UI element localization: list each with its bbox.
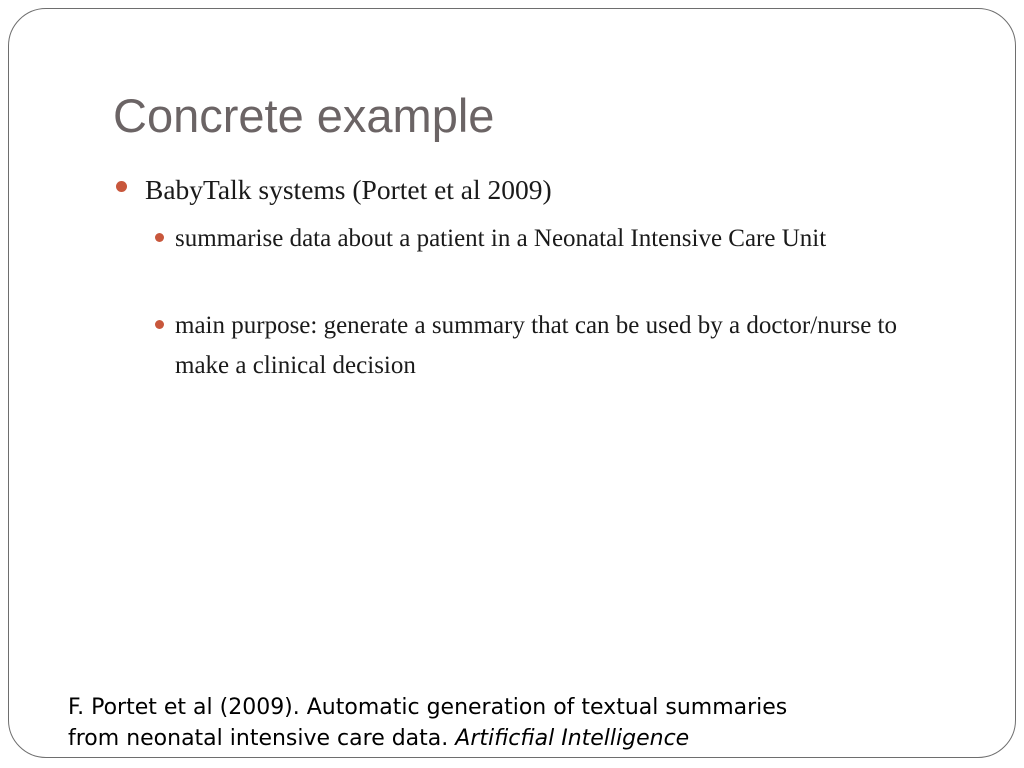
sub-bullet-item: main purpose: generate a summary that can be used by a doctor/nurse to make a clinical decision xyxy=(175,312,897,379)
reference-line-1: F. Portet et al (2009). Automatic generation of textual summaries xyxy=(68,695,788,720)
reference-source-text: from neonatal intensive care data. xyxy=(68,726,456,751)
reference-citation xyxy=(68,692,787,754)
slide-title: Concrete example xyxy=(113,89,495,142)
sub-bullet-dot-icon xyxy=(155,320,164,329)
reference-line-2 xyxy=(68,723,787,754)
bullet-item: BabyTalk systems (Portet et al 2009) xyxy=(145,174,552,205)
sub-bullet-dot-icon xyxy=(155,233,164,242)
reference-journal: Artificfial Intelligence xyxy=(455,726,690,751)
bullet-dot-icon xyxy=(116,181,127,192)
sub-bullet-item: summarise data about a patient in a Neonatal Intensive Care Unit xyxy=(175,225,827,252)
